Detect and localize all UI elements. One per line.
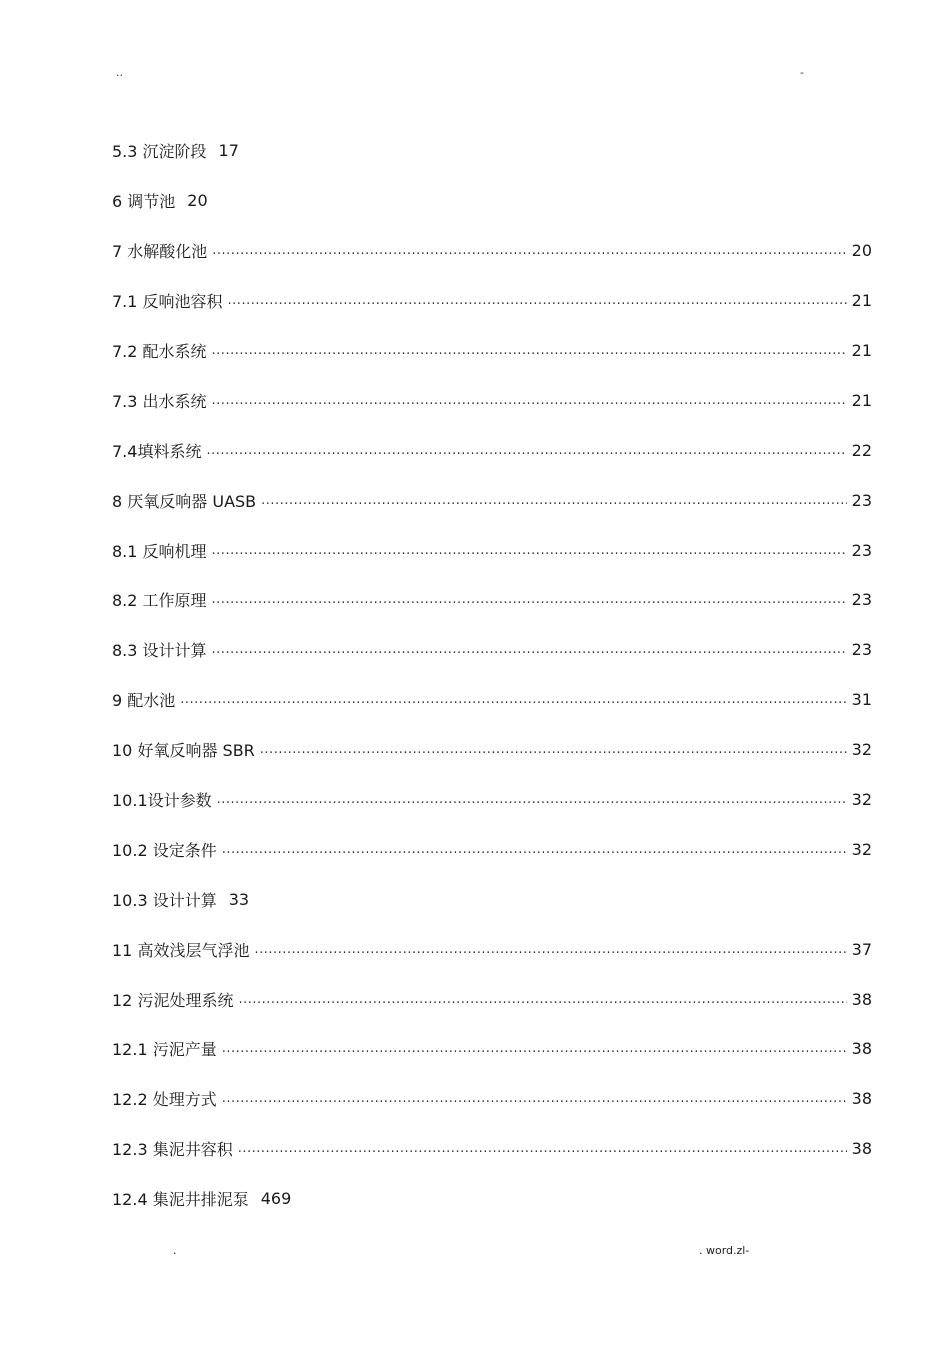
toc-entry-page: 32 <box>851 740 872 760</box>
toc-entry[interactable] <box>112 725 872 775</box>
toc-entry-title: 7.3 出水系统 <box>112 391 207 411</box>
toc-entry[interactable] <box>112 974 872 1024</box>
toc-entry-title: 5.3 沉淀阶段 <box>112 142 207 162</box>
toc-entry-page: 21 <box>851 341 872 360</box>
toc-entry-title: 10.1设计参数 <box>112 791 212 811</box>
toc-entry-page: 23 <box>851 540 872 560</box>
toc-dot-leader <box>212 393 847 408</box>
toc-entry-title: 12.2 处理方式 <box>112 1090 217 1110</box>
toc-entry-title: 7.1 反响池容积 <box>112 292 223 312</box>
toc-dot-leader <box>222 842 847 857</box>
toc-entry[interactable] <box>112 775 872 825</box>
toc-entry[interactable] <box>112 824 872 874</box>
toc-dot-leader <box>212 592 847 607</box>
toc-entry-page: 23 <box>851 640 872 660</box>
toc-entry-page: 20 <box>851 241 872 261</box>
toc-entry-title: 7 水解酸化池 <box>112 242 208 262</box>
toc-entry-title: 12 污泥处理系统 <box>112 990 234 1010</box>
toc-dot-leader <box>217 792 847 807</box>
toc-entry[interactable] <box>112 425 872 475</box>
toc-entry[interactable] <box>112 525 872 575</box>
toc-entry-title: 10 好氧反响器 SBR <box>112 741 255 761</box>
toc-dot-leader <box>222 1041 847 1056</box>
toc-entry-title: 12.4 集泥井排泥泵 <box>112 1190 249 1210</box>
toc-entry-page: 23 <box>851 490 872 510</box>
toc-entry-page: 33 <box>228 889 250 909</box>
toc-dot-leader <box>212 642 847 657</box>
toc-dot-leader <box>212 243 846 258</box>
toc-entry-page: 21 <box>851 291 872 311</box>
toc-entry-title: 7.4填料系统 <box>112 441 202 461</box>
toc-entry[interactable] <box>112 375 872 425</box>
toc-entry-title: 10.2 设定条件 <box>112 840 217 860</box>
toc-entry[interactable] <box>112 625 872 675</box>
toc-entry-title: 8.3 设计计算 <box>112 641 207 661</box>
toc-dot-leader <box>261 493 846 508</box>
toc-entry[interactable] <box>112 126 872 176</box>
toc-dot-leader <box>180 692 846 707</box>
header-right-mark: - <box>800 66 804 79</box>
toc-entry-page: 23 <box>851 590 872 610</box>
header-left-mark: .. <box>116 66 123 79</box>
toc-entry-title: 12.1 污泥产量 <box>112 1040 217 1060</box>
toc-dot-leader <box>238 992 846 1007</box>
toc-entry-title: 11 高效浅层气浮池 <box>112 940 250 960</box>
toc-dot-leader <box>254 942 846 957</box>
footer-right-text: . word.zl- <box>699 1244 750 1257</box>
toc-entry-page: 20 <box>187 191 208 211</box>
toc-entry-page: 32 <box>851 839 872 859</box>
toc-entry-title: 10.3 设计计算 <box>112 890 217 910</box>
toc-entry[interactable] <box>112 575 872 625</box>
toc-entry[interactable] <box>112 1174 872 1224</box>
toc-entry-title: 9 配水池 <box>112 691 176 711</box>
toc-dot-leader <box>228 293 847 308</box>
toc-entry-page: 22 <box>851 440 872 460</box>
toc-entry-page: 32 <box>851 790 872 810</box>
toc-entry[interactable] <box>112 226 872 276</box>
toc-entry-page: 38 <box>851 989 872 1009</box>
toc-entry[interactable] <box>112 1074 872 1124</box>
toc-entry-title: 8.1 反响机理 <box>112 541 207 561</box>
toc-entry[interactable] <box>112 924 872 974</box>
toc-entry-page: 31 <box>851 690 872 710</box>
toc-entry-title: 12.3 集泥井容积 <box>112 1140 233 1160</box>
toc-entry-page: 37 <box>851 939 872 959</box>
toc-entry-page: 38 <box>851 1039 872 1059</box>
toc-dot-leader <box>206 443 846 458</box>
toc-entry-page: 469 <box>260 1189 292 1209</box>
toc-entry-title: 6 调节池 <box>112 192 176 212</box>
toc-entry-title: 7.2 配水系统 <box>112 342 207 361</box>
table-of-contents <box>112 126 872 1224</box>
toc-entry[interactable] <box>112 874 872 924</box>
toc-entry-page: 17 <box>218 141 239 161</box>
toc-entry-title: 8.2 工作原理 <box>112 591 207 611</box>
toc-entry[interactable] <box>112 276 872 326</box>
toc-entry-page: 21 <box>851 390 872 410</box>
toc-dot-leader <box>212 543 847 558</box>
toc-entry-page: 38 <box>851 1089 872 1109</box>
toc-entry[interactable] <box>112 176 872 226</box>
toc-dot-leader <box>212 343 847 358</box>
toc-entry[interactable] <box>112 675 872 725</box>
toc-dot-leader <box>222 1091 847 1106</box>
toc-entry[interactable] <box>112 475 872 525</box>
toc-dot-leader <box>260 742 847 757</box>
toc-entry[interactable] <box>112 1024 872 1074</box>
toc-dot-leader <box>238 1141 847 1156</box>
footer-left-mark: . <box>173 1244 177 1257</box>
toc-entry-title: 8 厌氧反响器 UASB <box>112 491 257 511</box>
toc-entry[interactable] <box>112 326 872 376</box>
toc-entry-page: 38 <box>851 1139 872 1159</box>
toc-entry[interactable] <box>112 1124 872 1174</box>
